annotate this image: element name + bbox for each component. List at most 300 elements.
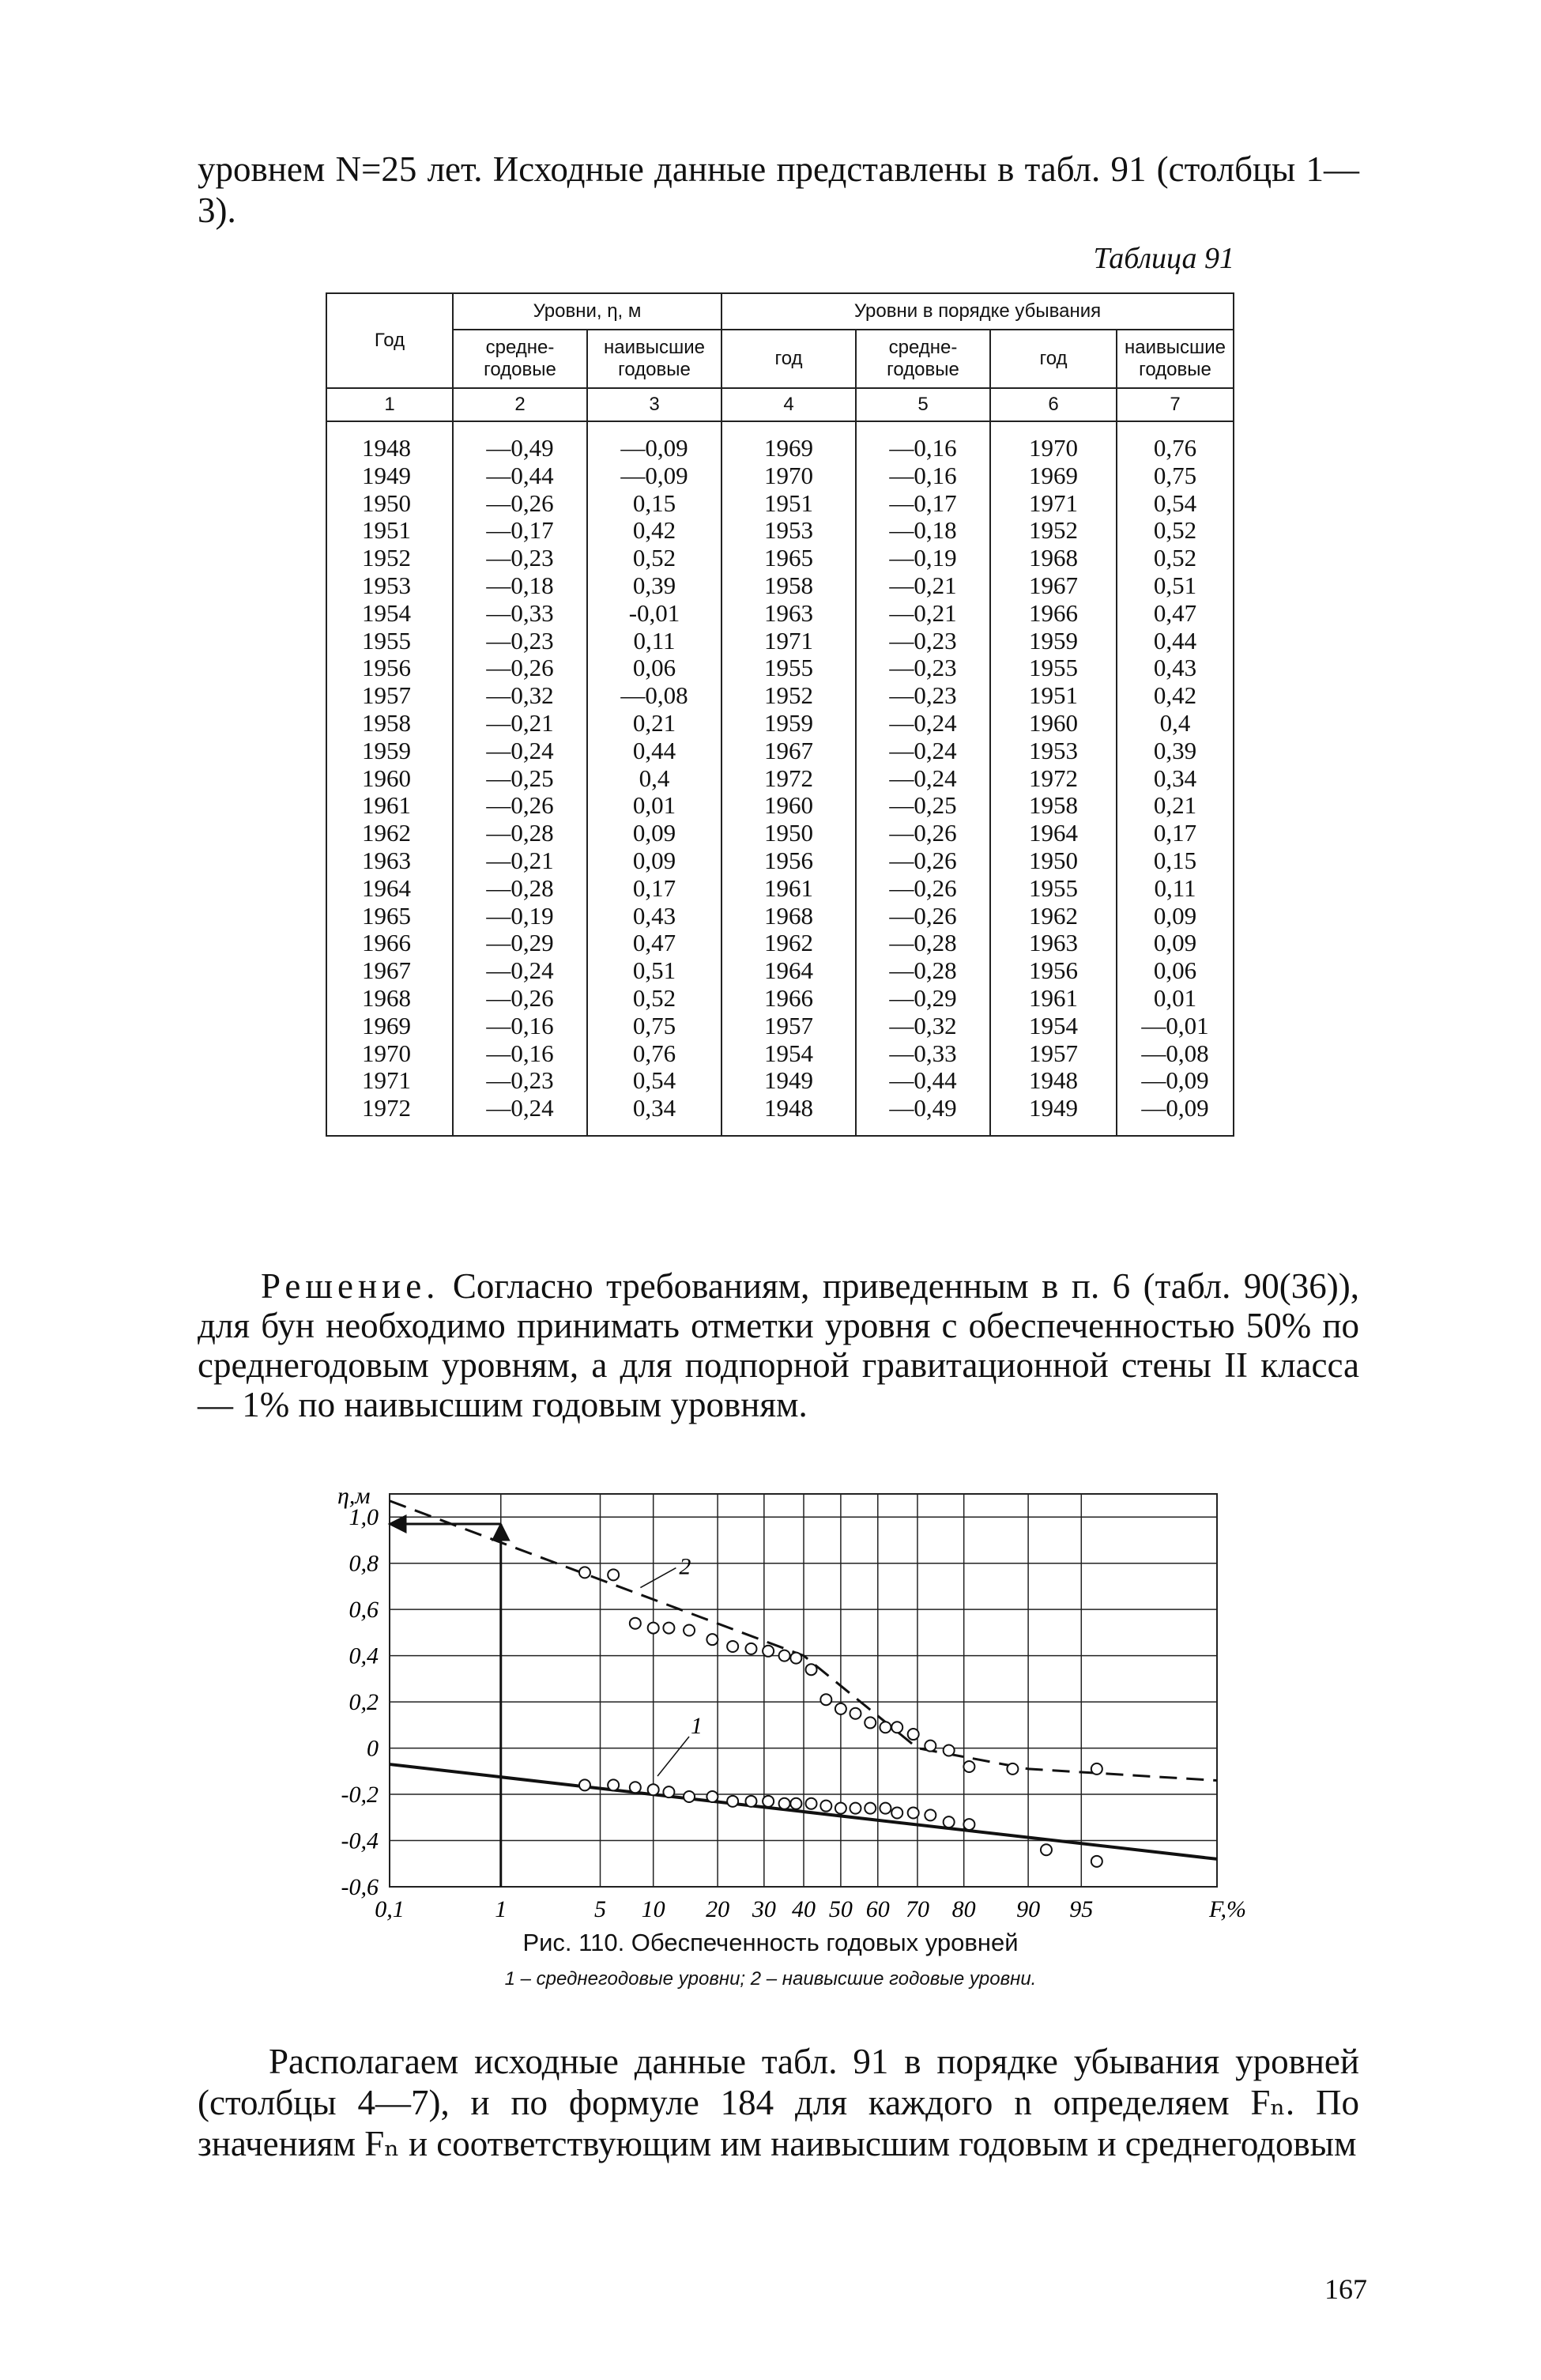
table-row (326, 600, 1234, 628)
point-series-2 (648, 1623, 659, 1634)
table-cell: 1961 (990, 985, 1117, 1013)
x-tick-label: 50 (828, 1896, 853, 1922)
point-series-1 (925, 1809, 936, 1820)
point-series-2 (630, 1618, 641, 1629)
column-number-2: 2 (453, 388, 587, 421)
table-cell: 0,47 (1117, 600, 1234, 628)
table-cell: 1963 (326, 847, 453, 875)
table-cell: 1968 (990, 545, 1117, 572)
table-cell: 1948 (326, 421, 453, 462)
header-max-sorted: наивысшие годовые (1117, 330, 1234, 388)
table-cell: —0,49 (453, 421, 587, 462)
table-cell: 0,52 (1117, 517, 1234, 545)
x-tick-label: 5 (594, 1896, 607, 1922)
table-cell: 1966 (990, 600, 1117, 628)
table-cell: 1955 (990, 875, 1117, 903)
point-series-1 (1091, 1856, 1102, 1867)
table-cell: 1950 (722, 820, 856, 847)
table-cell: 0,47 (587, 930, 722, 957)
point-series-1 (850, 1803, 861, 1814)
table-cell: 1966 (326, 930, 453, 957)
table-cell: 1962 (722, 930, 856, 957)
table-cell: 0,11 (587, 628, 722, 655)
x-tick-label: 10 (641, 1896, 665, 1922)
table-cell: 0,52 (587, 985, 722, 1013)
table-cell: —0,24 (453, 957, 587, 985)
table-cell: 1969 (990, 462, 1117, 490)
table-row (326, 1067, 1234, 1095)
table-cell: 1952 (990, 517, 1117, 545)
table-cell: 1953 (722, 517, 856, 545)
table-cell: —0,26 (453, 792, 587, 820)
y-tick-label: 0,6 (349, 1597, 379, 1624)
table-row (326, 737, 1234, 765)
table-cell: 1953 (990, 737, 1117, 765)
table-cell: 1951 (990, 682, 1117, 710)
point-series-2 (908, 1729, 919, 1740)
table-cell: 1959 (326, 737, 453, 765)
table-cell: 1961 (722, 875, 856, 903)
table-row (326, 985, 1234, 1013)
table-row (326, 517, 1234, 545)
table-cell: 1971 (990, 490, 1117, 518)
table-cell: —0,23 (453, 1067, 587, 1095)
table-cell: —0,28 (856, 930, 990, 957)
table-cell: —0,28 (453, 875, 587, 903)
table-row (326, 1095, 1234, 1136)
point-series-2 (806, 1664, 817, 1675)
table-cell: 1949 (990, 1095, 1117, 1136)
table-cell: 1960 (326, 765, 453, 793)
table-cell: 0,09 (1117, 903, 1234, 930)
table-cell: 1971 (722, 628, 856, 655)
table-cell: —0,29 (856, 985, 990, 1013)
table-cell: —0,09 (587, 462, 722, 490)
point-series-2 (944, 1745, 955, 1756)
table-cell: —0,32 (453, 682, 587, 710)
y-tick-label: 0,2 (349, 1689, 379, 1716)
table-cell: 1952 (326, 545, 453, 572)
point-series-2 (663, 1623, 674, 1634)
table-cell: 1971 (326, 1067, 453, 1095)
table-cell: 0,21 (587, 710, 722, 737)
y-tick-label: 0,8 (349, 1550, 379, 1577)
table-cell: —0,08 (1117, 1040, 1234, 1068)
figure-caption: Рис. 110. Обеспеченность годовых уровней (522, 1929, 1019, 1956)
header-max: наивысшие годовые (587, 330, 722, 388)
x-tick-label: 0,1 (375, 1896, 405, 1922)
point-series-1 (648, 1784, 659, 1795)
table-cell: —0,23 (453, 628, 587, 655)
column-number-3: 3 (587, 388, 722, 421)
table-cell: 1958 (326, 710, 453, 737)
point-series-1 (763, 1796, 774, 1807)
table-cell: 0,17 (587, 875, 722, 903)
table-cell: 1964 (990, 820, 1117, 847)
table-cell: —0,01 (1117, 1013, 1234, 1040)
table-cell: —0,26 (453, 985, 587, 1013)
table-cell: 1954 (326, 600, 453, 628)
table-cell: 0,44 (587, 737, 722, 765)
table-cell: 1965 (326, 903, 453, 930)
table-cell: —0,09 (1117, 1067, 1234, 1095)
table-cell: 0,52 (587, 545, 722, 572)
point-series-1 (835, 1803, 846, 1814)
x-tick-label: 80 (951, 1896, 976, 1922)
x-tick-label: 60 (865, 1896, 890, 1922)
table-cell: 1950 (326, 490, 453, 518)
point-series-2 (745, 1643, 756, 1654)
x-tick-label: 20 (706, 1896, 730, 1922)
table-cell: 1963 (722, 600, 856, 628)
table-cell: —0,28 (453, 820, 587, 847)
table-cell: 0,52 (1117, 545, 1234, 572)
point-series-2 (1091, 1763, 1102, 1775)
column-number-5: 5 (856, 388, 990, 421)
table-cell: —0,26 (453, 654, 587, 682)
table-row (326, 545, 1234, 572)
table-row (326, 490, 1234, 518)
table-cell: 1951 (326, 517, 453, 545)
point-series-2 (835, 1703, 846, 1714)
table-cell: 0,43 (587, 903, 722, 930)
table-cell: 1967 (326, 957, 453, 985)
table-cell: 1968 (326, 985, 453, 1013)
table-cell: 0,39 (1117, 737, 1234, 765)
table-row (326, 957, 1234, 985)
header-levels-group: Уровни, η, м (453, 293, 722, 330)
x-tick-label: 70 (905, 1896, 929, 1922)
table-cell: 0,09 (587, 820, 722, 847)
table-cell: 0,42 (1117, 682, 1234, 710)
table-cell: 0,75 (1117, 462, 1234, 490)
table-cell: —0,18 (856, 517, 990, 545)
table-cell: 0,01 (1117, 985, 1234, 1013)
intro-paragraph: уровнем N=25 лет. Исходные данные представлены в табл. 91 (столбцы 1—3). (198, 149, 1359, 230)
table-cell: 0,34 (1117, 765, 1234, 793)
table-cell: —0,16 (453, 1013, 587, 1040)
table-cell: 1955 (326, 628, 453, 655)
table-cell: 1956 (326, 654, 453, 682)
table-row (326, 765, 1234, 793)
table-cell: 1954 (722, 1040, 856, 1068)
table-row (326, 710, 1234, 737)
table-cell: 1955 (990, 654, 1117, 682)
column-number-6: 6 (990, 388, 1117, 421)
table-cell: 1962 (326, 820, 453, 847)
header-sorted-group: Уровни в порядке убывания (722, 293, 1234, 330)
point-series-2 (880, 1722, 891, 1733)
point-series-1 (908, 1807, 919, 1818)
table-cell: —0,29 (453, 930, 587, 957)
y-tick-label: 1,0 (349, 1504, 379, 1531)
solution-text: Согласно требованиям, приведенным в п. 6 (табл. 90(36)), для бун необходимо принимать отметки уровня с обеспеченностью 50% по среднегодовым уровням, а для подпорной гравитационной стены II класса — 1% по наивысшим годовым уровням. (198, 1266, 1360, 1424)
point-series-1 (944, 1816, 955, 1827)
table-cell: —0,17 (453, 517, 587, 545)
table-cell: —0,26 (453, 490, 587, 518)
point-series-2 (1007, 1763, 1018, 1775)
point-series-1 (579, 1779, 590, 1790)
table-cell: 0,06 (1117, 957, 1234, 985)
table-cell: 1966 (722, 985, 856, 1013)
table-cell: 1969 (326, 1013, 453, 1040)
table-cell: —0,21 (453, 847, 587, 875)
point-series-1 (779, 1798, 790, 1809)
point-series-2 (779, 1650, 790, 1661)
table-cell: 0,34 (587, 1095, 722, 1136)
table-cell: 1959 (722, 710, 856, 737)
table-cell: —0,33 (453, 600, 587, 628)
table-cell: 0,4 (587, 765, 722, 793)
table-row (326, 654, 1234, 682)
table-caption: Таблица 91 (1093, 242, 1234, 275)
table-cell: 1967 (990, 572, 1117, 600)
table-cell: 1957 (722, 1013, 856, 1040)
table-cell: 1961 (326, 792, 453, 820)
table-cell: —0,18 (453, 572, 587, 600)
label-leader-1 (657, 1737, 689, 1776)
table-cell: 0,39 (587, 572, 722, 600)
table-cell: —0,24 (856, 737, 990, 765)
table-cell: 0,15 (587, 490, 722, 518)
y-tick-label: -0,4 (341, 1827, 379, 1854)
table-cell: 0,44 (1117, 628, 1234, 655)
solution-heading: Решение. (261, 1266, 440, 1306)
table-cell: 1959 (990, 628, 1117, 655)
table-cell: —0,24 (453, 1095, 587, 1136)
table-row (326, 930, 1234, 957)
table-cell: 1956 (722, 847, 856, 875)
point-series-1 (891, 1807, 902, 1818)
header-year-sorted-2: год (990, 330, 1117, 388)
table-cell: —0,16 (453, 1040, 587, 1068)
table-cell: —0,33 (856, 1040, 990, 1068)
probability-chart (312, 1474, 1260, 1925)
table-cell: —0,23 (453, 545, 587, 572)
y-tick-label: 0 (367, 1735, 379, 1762)
table-cell: 1950 (990, 847, 1117, 875)
table-cell: —0,26 (856, 820, 990, 847)
table-cell: —0,23 (856, 682, 990, 710)
table-cell: 0,11 (1117, 875, 1234, 903)
table-cell: —0,16 (856, 421, 990, 462)
point-series-1 (630, 1782, 641, 1793)
table-cell: 0,21 (1117, 792, 1234, 820)
x-tick-label: 30 (752, 1896, 776, 1922)
table-cell: —0,16 (856, 462, 990, 490)
table-cell: 0,54 (1117, 490, 1234, 518)
table-row (326, 1013, 1234, 1040)
table-cell: —0,49 (856, 1095, 990, 1136)
header-mean-sorted: средне- годовые (856, 330, 990, 388)
point-series-2 (891, 1722, 902, 1733)
table-cell: —0,32 (856, 1013, 990, 1040)
point-series-2 (684, 1624, 695, 1635)
table-cell: 0,42 (587, 517, 722, 545)
table-row (326, 462, 1234, 490)
y-tick-label: -0,2 (341, 1782, 379, 1809)
table-cell: —0,44 (856, 1067, 990, 1095)
table-cell: —0,26 (856, 903, 990, 930)
table-cell: —0,28 (856, 957, 990, 985)
point-series-2 (763, 1646, 774, 1657)
curve-label-2: 2 (679, 1553, 691, 1580)
point-series-2 (963, 1761, 974, 1772)
table-cell: 1964 (326, 875, 453, 903)
table-cell: 1962 (990, 903, 1117, 930)
table-row (326, 628, 1234, 655)
column-number-4: 4 (722, 388, 856, 421)
table-cell: 1970 (990, 421, 1117, 462)
point-series-1 (663, 1786, 674, 1797)
table-cell: 1958 (990, 792, 1117, 820)
point-series-2 (608, 1569, 619, 1580)
curve-label-1: 1 (691, 1712, 703, 1739)
table-cell: 1953 (326, 572, 453, 600)
table-cell: 0,51 (1117, 572, 1234, 600)
table-cell: 0,09 (1117, 930, 1234, 957)
x-tick-label: 40 (792, 1896, 816, 1922)
y-tick-label: 0,4 (349, 1643, 379, 1669)
table-cell: 0,15 (1117, 847, 1234, 875)
table-row (326, 903, 1234, 930)
table-cell: 0,09 (587, 847, 722, 875)
table-cell: 0,06 (587, 654, 722, 682)
table-cell: 0,51 (587, 957, 722, 985)
x-tick-label: 1 (495, 1896, 507, 1922)
table-cell: -0,01 (587, 600, 722, 628)
table-row (326, 572, 1234, 600)
table-cell: —0,19 (856, 545, 990, 572)
table-cell: 1957 (326, 682, 453, 710)
table-cell: 0,76 (1117, 421, 1234, 462)
table-cell: 1965 (722, 545, 856, 572)
table-cell: 1970 (326, 1040, 453, 1068)
table-cell: —0,09 (587, 421, 722, 462)
table-cell: 1970 (722, 462, 856, 490)
table-cell: 1951 (722, 490, 856, 518)
point-series-2 (925, 1741, 936, 1752)
table-row (326, 421, 1234, 462)
table-cell: —0,08 (587, 682, 722, 710)
point-series-1 (608, 1779, 619, 1790)
point-series-1 (706, 1791, 718, 1802)
table-cell: 1972 (722, 765, 856, 793)
solution-paragraph (198, 1266, 1359, 1424)
y-axis-label: η,м (337, 1483, 371, 1509)
column-number-1: 1 (326, 388, 453, 421)
point-series-1 (745, 1796, 756, 1807)
column-number-7: 7 (1117, 388, 1234, 421)
table-cell: 0,01 (587, 792, 722, 820)
point-series-1 (865, 1803, 876, 1814)
table-cell: —0,17 (856, 490, 990, 518)
point-series-2 (727, 1641, 738, 1652)
table-cell: 1969 (722, 421, 856, 462)
table-cell: 1963 (990, 930, 1117, 957)
table-cell: —0,25 (453, 765, 587, 793)
table-cell: 0,54 (587, 1067, 722, 1095)
table-cell: —0,23 (856, 654, 990, 682)
table-cell: —0,24 (453, 737, 587, 765)
data-table (326, 292, 1234, 1137)
table-row (326, 682, 1234, 710)
table-cell: 1948 (990, 1067, 1117, 1095)
table-row (326, 820, 1234, 847)
table-cell: 1960 (990, 710, 1117, 737)
point-series-1 (963, 1819, 974, 1830)
point-series-1 (790, 1798, 801, 1809)
table-cell: —0,23 (856, 628, 990, 655)
x-axis-label: F,% (1209, 1896, 1246, 1922)
point-series-2 (850, 1708, 861, 1719)
closing-paragraph: Располагаем исходные данные табл. 91 в порядке убывания уровней (столбцы 4—7), и по формуле 184 для каждого n определяем Fₙ. По значениям Fₙ и соответствующим им наивысшим годовым и среднегодовым (198, 2042, 1359, 2163)
table-cell: 1949 (326, 462, 453, 490)
table-cell: 1955 (722, 654, 856, 682)
point-series-1 (1041, 1844, 1052, 1855)
point-series-1 (684, 1791, 695, 1802)
figure-legend: 1 – среднегодовые уровни; 2 – наивысшие годовые уровни. (504, 1968, 1037, 1990)
point-series-2 (579, 1567, 590, 1578)
x-tick-label: 90 (1016, 1896, 1041, 1922)
table-cell: —0,21 (856, 572, 990, 600)
table-cell: 1957 (990, 1040, 1117, 1068)
table-cell: 1960 (722, 792, 856, 820)
table-cell: —0,26 (856, 847, 990, 875)
table-cell: —0,24 (856, 710, 990, 737)
y-tick-label: -0,6 (341, 1874, 379, 1900)
table-row (326, 792, 1234, 820)
point-series-1 (820, 1801, 831, 1812)
table-cell: —0,25 (856, 792, 990, 820)
table-cell: 1954 (990, 1013, 1117, 1040)
table-cell: —0,09 (1117, 1095, 1234, 1136)
table-cell: 0,43 (1117, 654, 1234, 682)
table-cell: 1972 (326, 1095, 453, 1136)
table-cell: —0,26 (856, 875, 990, 903)
page-number: 167 (1324, 2273, 1367, 2305)
table-cell: 1952 (722, 682, 856, 710)
table-row (326, 1040, 1234, 1068)
table-cell: 0,4 (1117, 710, 1234, 737)
header-year: Год (326, 293, 453, 388)
header-mean: средне- годовые (453, 330, 587, 388)
table-cell: —0,21 (453, 710, 587, 737)
point-series-1 (806, 1798, 817, 1809)
table-row (326, 847, 1234, 875)
table-cell: —0,24 (856, 765, 990, 793)
table-cell: 1968 (722, 903, 856, 930)
point-series-2 (865, 1717, 876, 1728)
table-cell: 1972 (990, 765, 1117, 793)
point-series-2 (820, 1694, 831, 1705)
point-series-2 (706, 1634, 718, 1645)
table-cell: —0,44 (453, 462, 587, 490)
table-cell: 1964 (722, 957, 856, 985)
table-cell: 1956 (990, 957, 1117, 985)
table-cell: —0,19 (453, 903, 587, 930)
table-cell: 1958 (722, 572, 856, 600)
table-cell: 1967 (722, 737, 856, 765)
point-series-1 (880, 1803, 891, 1814)
table-cell: —0,21 (856, 600, 990, 628)
header-year-sorted: год (722, 330, 856, 388)
table-cell: 0,76 (587, 1040, 722, 1068)
x-tick-label: 95 (1069, 1896, 1094, 1922)
table-cell: 1949 (722, 1067, 856, 1095)
point-series-2 (790, 1653, 801, 1664)
table-cell: 0,17 (1117, 820, 1234, 847)
